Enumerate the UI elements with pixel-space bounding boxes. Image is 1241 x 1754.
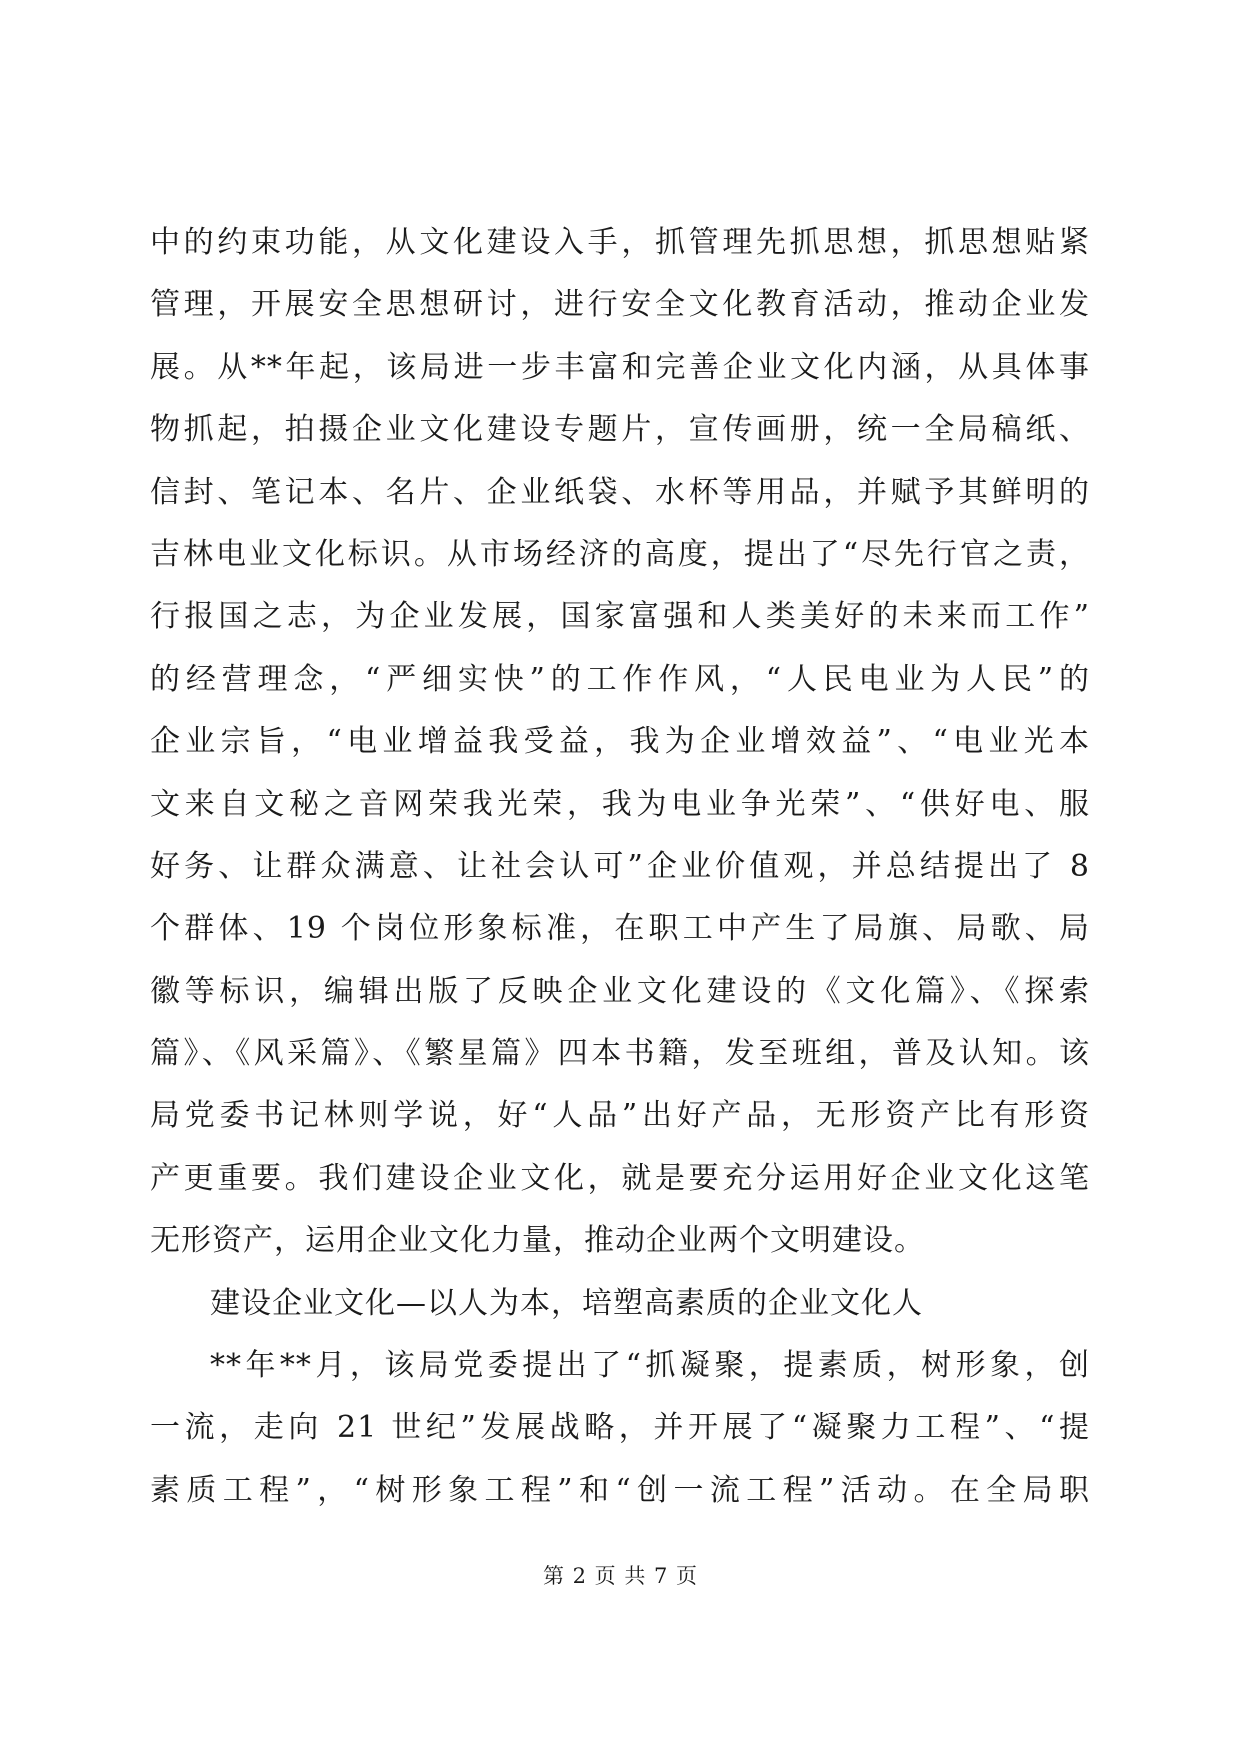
text-line: 素质工程”，“树形象工程”和“创一流工程”活动。在全局职 — [150, 1472, 1090, 1508]
text-line: 企业宗旨，“电业增益我受益，我为企业增效益”、“电业光本 — [150, 724, 1090, 760]
text-line: 吉林电业文化标识。从市场经济的高度，提出了“尽先行官之责， — [150, 536, 1090, 572]
text-line: 文来自文秘之音网荣我光荣，我为电业争光荣”、“供好电、服 — [150, 786, 1090, 822]
text-line: 信封、笔记本、名片、企业纸袋、水杯等用品，并赋予其鲜明的 — [150, 474, 1090, 510]
text-line: 徽等标识，编辑出版了反映企业文化建设的《文化篇》、《探索 — [150, 973, 1090, 1009]
text-line: 展。从**年起，该局进一步丰富和完善企业文化内涵，从具体事 — [150, 349, 1090, 385]
text-line: 无形资产，运用企业文化力量，推动企业两个文明建设。 — [150, 1223, 925, 1259]
text-line: 行报国之志，为企业发展，国家富强和人类美好的未来而工作” — [150, 599, 1090, 635]
text-line: 篇》、《风采篇》、《繁星篇》四本书籍，发至班组，普及认知。该 — [150, 1036, 1090, 1072]
section-heading: 建设企业文化—以人为本，培塑高素质的企业文化人 — [210, 1285, 923, 1321]
body-text — [150, 212, 1090, 1522]
text-line: 管理，开展安全思想研讨，进行安全文化教育活动，推动企业发 — [150, 287, 1090, 323]
text-line: 物抓起，拍摄企业文化建设专题片，宣传画册，统一全局稿纸、 — [150, 412, 1090, 448]
text-line: 个群体、19 个岗位形象标准，在职工中产生了局旗、局歌、局 — [150, 911, 1090, 947]
text-line: 的经营理念，“严细实快”的工作作风，“人民电业为人民”的 — [150, 661, 1090, 697]
text-line: 一流，走向 21 世纪”发展战略，并开展了“凝聚力工程”、“提 — [150, 1410, 1090, 1446]
text-line: **年**月，该局党委提出了“抓凝聚，提素质，树形象，创 — [210, 1348, 1090, 1384]
text-line: 产更重要。我们建设企业文化，就是要充分运用好企业文化这笔 — [150, 1160, 1090, 1196]
text-line: 中的约束功能，从文化建设入手，抓管理先抓思想，抓思想贴紧 — [150, 225, 1090, 260]
text-line: 局党委书记林则学说，好“人品”出好产品，无形资产比有形资 — [150, 1098, 1090, 1134]
text-line: 好务、让群众满意、让社会认可”企业价值观，并总结提出了 8 — [150, 848, 1090, 884]
page-footer: 第 2 页 共 7 页 — [542, 1564, 699, 1588]
